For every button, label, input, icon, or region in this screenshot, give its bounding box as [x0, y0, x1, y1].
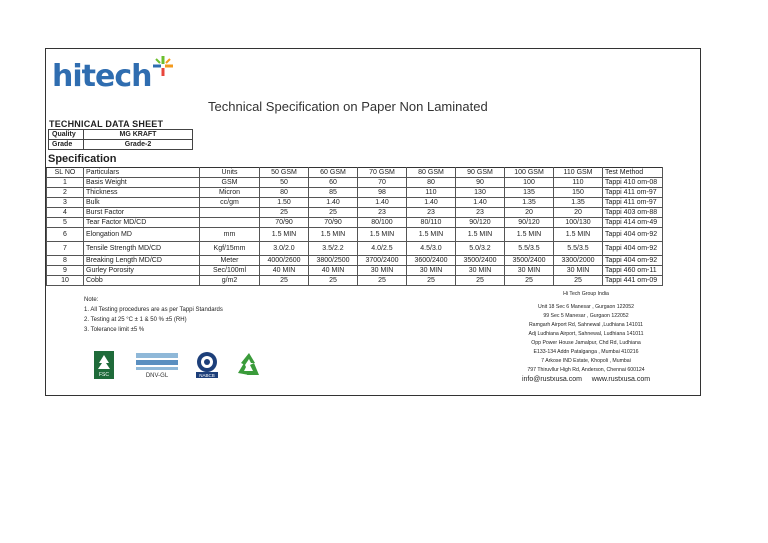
column-header: 50 GSM: [260, 168, 309, 178]
table-cell: 9: [47, 266, 84, 276]
nabcb-logo-icon: [194, 351, 220, 379]
table-cell: 25: [260, 276, 309, 286]
address-line: 99 Sec 5 Manesar , Gurgaon 122052: [543, 313, 629, 319]
table-cell: 1.5 MIN: [505, 228, 554, 242]
table-cell: 25: [260, 208, 309, 218]
table-cell: 98: [358, 188, 407, 198]
company-info: [476, 290, 696, 384]
table-cell: 1.35: [554, 198, 603, 208]
table-cell: 85: [309, 188, 358, 198]
table-cell: 1.5 MIN: [554, 228, 603, 242]
grade-label: Grade: [49, 140, 84, 150]
table-cell: 1: [47, 178, 84, 188]
table-cell: 3500/2400: [505, 256, 554, 266]
table-cell: 90: [456, 178, 505, 188]
table-cell: Elongation MD: [84, 228, 200, 242]
table-cell: 70/90: [309, 218, 358, 228]
table-cell: Tappi 411 om-97: [603, 198, 663, 208]
table-cell: Kgf/15mm: [200, 242, 260, 256]
table-cell: 25: [505, 276, 554, 286]
certification-logos: [94, 351, 274, 381]
quality-label: Quality: [49, 130, 84, 140]
table-cell: Micron: [200, 188, 260, 198]
table-row: [47, 266, 663, 276]
table-cell: 1.5 MIN: [260, 228, 309, 242]
table-cell: 80/100: [358, 218, 407, 228]
table-cell: 1.50: [260, 198, 309, 208]
column-header: 70 GSM: [358, 168, 407, 178]
table-row: [47, 256, 663, 266]
table-cell: 60: [309, 178, 358, 188]
table-cell: 23: [456, 208, 505, 218]
column-header: 100 GSM: [505, 168, 554, 178]
table-cell: 40 MIN: [309, 266, 358, 276]
table-cell: 5.5/3.5: [554, 242, 603, 256]
table-cell: 25: [456, 276, 505, 286]
table-cell: 23: [358, 208, 407, 218]
website-link[interactable]: www.rustxusa.com: [591, 376, 651, 383]
column-header: 90 GSM: [456, 168, 505, 178]
table-cell: 20: [505, 208, 554, 218]
table-cell: 100/130: [554, 218, 603, 228]
note-item: 2. Testing at 25 °C ± 1 & 50 % ±5 (RH): [84, 317, 187, 323]
table-cell: 80: [407, 178, 456, 188]
table-cell: 25: [358, 276, 407, 286]
address-line: Unit 18 Sec 6 Manesar , Gurgaon 122052: [537, 304, 635, 310]
table-cell: Tappi 460 om-11: [603, 266, 663, 276]
table-cell: 20: [554, 208, 603, 218]
table-cell: 3700/2400: [358, 256, 407, 266]
dnv-text: DNV-GL: [145, 373, 169, 379]
table-cell: 3800/2500: [309, 256, 358, 266]
table-cell: 1.35: [505, 198, 554, 208]
column-header: 60 GSM: [309, 168, 358, 178]
table-cell: 110: [407, 188, 456, 198]
table-cell: 6: [47, 228, 84, 242]
table-cell: 4.0/2.5: [358, 242, 407, 256]
table-cell: Tappi 403 om-88: [603, 208, 663, 218]
table-row: [47, 218, 663, 228]
table-cell: 70: [358, 178, 407, 188]
table-cell: 5: [47, 218, 84, 228]
table-cell: 30 MIN: [505, 266, 554, 276]
notes: [84, 295, 223, 335]
fsc-logo-icon: [94, 351, 114, 379]
table-cell: 10: [47, 276, 84, 286]
table-cell: Burst Factor: [84, 208, 200, 218]
table-cell: 30 MIN: [554, 266, 603, 276]
logo-star-icon: [152, 55, 174, 77]
table-cell: 3: [47, 198, 84, 208]
grade-value: Grade-2: [84, 140, 193, 150]
table-cell: 3300/2000: [554, 256, 603, 266]
table-cell: Sec/100ml: [200, 266, 260, 276]
table-cell: 5.0/3.2: [456, 242, 505, 256]
table-cell: 1.40: [456, 198, 505, 208]
table-cell: 70/90: [260, 218, 309, 228]
table-cell: 1.5 MIN: [309, 228, 358, 242]
table-cell: 3.0/2.0: [260, 242, 309, 256]
table-cell: 8: [47, 256, 84, 266]
table-row: [47, 188, 663, 198]
data-sheet: [45, 48, 701, 396]
column-header: Particulars: [84, 168, 200, 178]
table-row: [47, 242, 663, 256]
table-cell: 1.40: [358, 198, 407, 208]
table-cell: 1.5 MIN: [358, 228, 407, 242]
dnv-logo-icon: [136, 353, 178, 379]
column-header: Units: [200, 168, 260, 178]
table-cell: Gurley Porosity: [84, 266, 200, 276]
address-line: Adj Ludhiana Airport, Sahnewal, Ludhiana 141011: [528, 331, 644, 337]
table-cell: GSM: [200, 178, 260, 188]
table-cell: Tear Factor MD/CD: [84, 218, 200, 228]
email-link[interactable]: info@rustxusa.com: [521, 376, 582, 383]
logo-hi: hi: [52, 59, 82, 94]
table-row: [47, 208, 663, 218]
table-cell: [200, 208, 260, 218]
column-header: 110 GSM: [554, 168, 603, 178]
document-title: Technical Specification on Paper Non Laminated: [208, 99, 488, 114]
table-cell: 30 MIN: [358, 266, 407, 276]
table-cell: Basis Weight: [84, 178, 200, 188]
table-cell: 3500/2400: [456, 256, 505, 266]
table-cell: 25: [554, 276, 603, 286]
notes-heading: Note:: [84, 297, 99, 303]
table-cell: Tappi 414 om-49: [603, 218, 663, 228]
table-cell: 23: [407, 208, 456, 218]
specification-table: [46, 167, 663, 286]
table-cell: 40 MIN: [260, 266, 309, 276]
table-cell: Bulk: [84, 198, 200, 208]
table-cell: Tappi 404 om-92: [603, 256, 663, 266]
table-cell: Tappi 410 om-08: [603, 178, 663, 188]
table-cell: Tappi 441 om-09: [603, 276, 663, 286]
table-cell: 80/110: [407, 218, 456, 228]
table-cell: 1.40: [309, 198, 358, 208]
note-item: 1. All Testing procedures are as per Tappi Standards: [84, 307, 223, 313]
table-header-row: [47, 168, 663, 178]
address-line: 797 Thiruvllur High Rd, Anderson, Chennai 600124: [527, 367, 645, 373]
address-line: E133-134 Addn Patalganga , Mumbai 410216: [533, 349, 639, 355]
table-cell: Tappi 411 om-97: [603, 188, 663, 198]
nabcb-text: NABCB: [199, 373, 215, 378]
table-cell: 110: [554, 178, 603, 188]
table-cell: g/m2: [200, 276, 260, 286]
table-cell: 1.5 MIN: [456, 228, 505, 242]
table-cell: cc/gm: [200, 198, 260, 208]
table-cell: 30 MIN: [407, 266, 456, 276]
table-cell: 1.5 MIN: [407, 228, 456, 242]
table-cell: 25: [309, 208, 358, 218]
table-cell: Cobb: [84, 276, 200, 286]
specification-heading: Specification: [48, 153, 117, 165]
table-cell: 25: [407, 276, 456, 286]
logo-tech: tech: [81, 59, 152, 94]
table-cell: 135: [505, 188, 554, 198]
address-line: 7 Arkose IND Estate, Khopoli , Mumbai: [541, 358, 631, 364]
table-cell: Breaking Length MD/CD: [84, 256, 200, 266]
table-row: [47, 276, 663, 286]
table-cell: 100: [505, 178, 554, 188]
table-cell: mm: [200, 228, 260, 242]
column-header: Test Method: [603, 168, 663, 178]
address-line: Ramgarh Airport Rd, Sahnewal ,Ludhiana 141011: [528, 322, 644, 328]
quality-grade-table: [48, 129, 193, 150]
table-cell: 4.5/3.0: [407, 242, 456, 256]
table-cell: 4: [47, 208, 84, 218]
table-cell: Tappi 404 om-92: [603, 242, 663, 256]
table-cell: 50: [260, 178, 309, 188]
table-cell: 3.5/2.2: [309, 242, 358, 256]
fsc-text: FSC: [99, 372, 109, 378]
table-cell: [200, 218, 260, 228]
column-header: 80 GSM: [407, 168, 456, 178]
table-cell: Tensile Strength MD/CD: [84, 242, 200, 256]
table-cell: 3600/2400: [407, 256, 456, 266]
table-cell: 7: [47, 242, 84, 256]
table-row: [47, 178, 663, 188]
table-cell: 4000/2600: [260, 256, 309, 266]
table-cell: Tappi 404 om-92: [603, 228, 663, 242]
table-cell: 30 MIN: [456, 266, 505, 276]
table-cell: 130: [456, 188, 505, 198]
table-cell: 90/120: [505, 218, 554, 228]
table-row: [47, 198, 663, 208]
recycle-icon: [234, 351, 264, 379]
table-cell: 1.40: [407, 198, 456, 208]
table-cell: 2: [47, 188, 84, 198]
column-header: SL NO: [47, 168, 84, 178]
address-line: Opp Power House Jamalpur, Chd Rd, Ludhiana: [531, 340, 641, 346]
table-row: [47, 228, 663, 242]
hitech-logo: [52, 55, 172, 99]
table-cell: 25: [309, 276, 358, 286]
table-cell: Thickness: [84, 188, 200, 198]
sheet-label: TECHNICAL DATA SHEET: [49, 119, 164, 129]
company-name: Hi Tech Group India: [563, 291, 609, 297]
table-cell: 90/120: [456, 218, 505, 228]
table-cell: Meter: [200, 256, 260, 266]
quality-value: MG KRAFT: [84, 130, 193, 140]
table-cell: 5.5/3.5: [505, 242, 554, 256]
note-item: 3. Tolerance limit ±5 %: [84, 327, 145, 333]
table-cell: 80: [260, 188, 309, 198]
table-cell: 150: [554, 188, 603, 198]
